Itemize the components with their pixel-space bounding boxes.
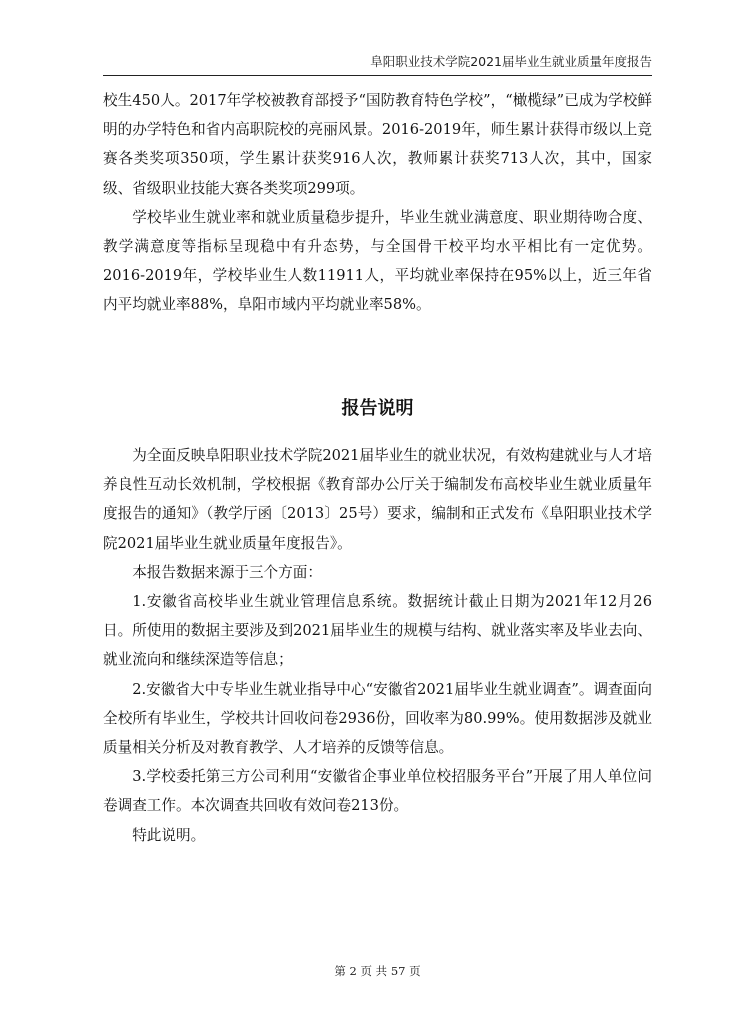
description-paragraph-source-3: 3.学校委托第三方公司利用“安徽省企事业单位校招服务平台”开展了用人单位问卷调查工作。本次调查共回收有效问卷213份。 (103, 768, 652, 815)
description-paragraph-closing: 特此说明。 (132, 826, 206, 844)
section-title: 报告说明 (341, 398, 414, 419)
page-number: 第 2 页 共 57 页 (334, 964, 421, 978)
intro-section (103, 86, 652, 320)
description-paragraph-source-2: 2.安徽省大中专毕业生就业指导中心“安徽省2021届毕业生就业调查”。调查面向全校所有毕业生，学校共计回收问卷2936份，回收率为80.99%。使用数据涉及就业质量相关分析及对教育教学、人才培养的反馈等信息。 (103, 680, 652, 757)
description-paragraph-source-1: 1.安徽省高校毕业生就业管理信息系统。数据统计截止日期为2021年12月26日。所使用的数据主要涉及到2021届毕业生的规模与结构、就业落实率及毕业去向、就业流向和继续深造等信息； (103, 593, 652, 669)
page-footer (0, 963, 755, 979)
description-paragraph-purpose: 为全面反映阜阳职业技术学院2021届毕业生的就业状况，有效构建就业与人才培养良性互动长效机制，学校根据《教育部办公厅关于编制发布高校毕业生就业质量年度报告的通知》（教学厅函〔2013〕25号）要求，编制和正式发布《阜阳职业技术学院2021届毕业生就业质量年度报告》。 (103, 447, 652, 552)
description-paragraph-sources-intro: 本报告数据来源于三个方面： (132, 563, 322, 581)
header-title: 阜阳职业技术学院2021届毕业生就业质量年度报告 (370, 54, 652, 69)
intro-paragraph-employment: 学校毕业生就业率和就业质量稳步提升，毕业生就业满意度、职业期待吻合度、教学满意度等指标呈现稳中有升态势，与全国骨干校平均水平相比有一定优势。2016-2019年，学校毕业生人数11911人，平均就业率保持在95%以上，近三年省内平均就业率88%，阜阳市域内平均就业率58%。 (103, 208, 652, 314)
intro-paragraph-continuation: 校生450人。2017年学校被教育部授予“国防教育特色学校”，“橄榄绿”已成为学校鲜明的办学特色和省内高职院校的亮丽风景。2016-2019年，师生累计获得市级以上竞赛各类奖项350项，学生累计获奖916人次，教师累计获奖713人次，其中，国家级、省级职业技能大赛各类奖项299项。 (103, 92, 652, 197)
page-header (103, 49, 652, 76)
report-description-section (103, 441, 652, 850)
